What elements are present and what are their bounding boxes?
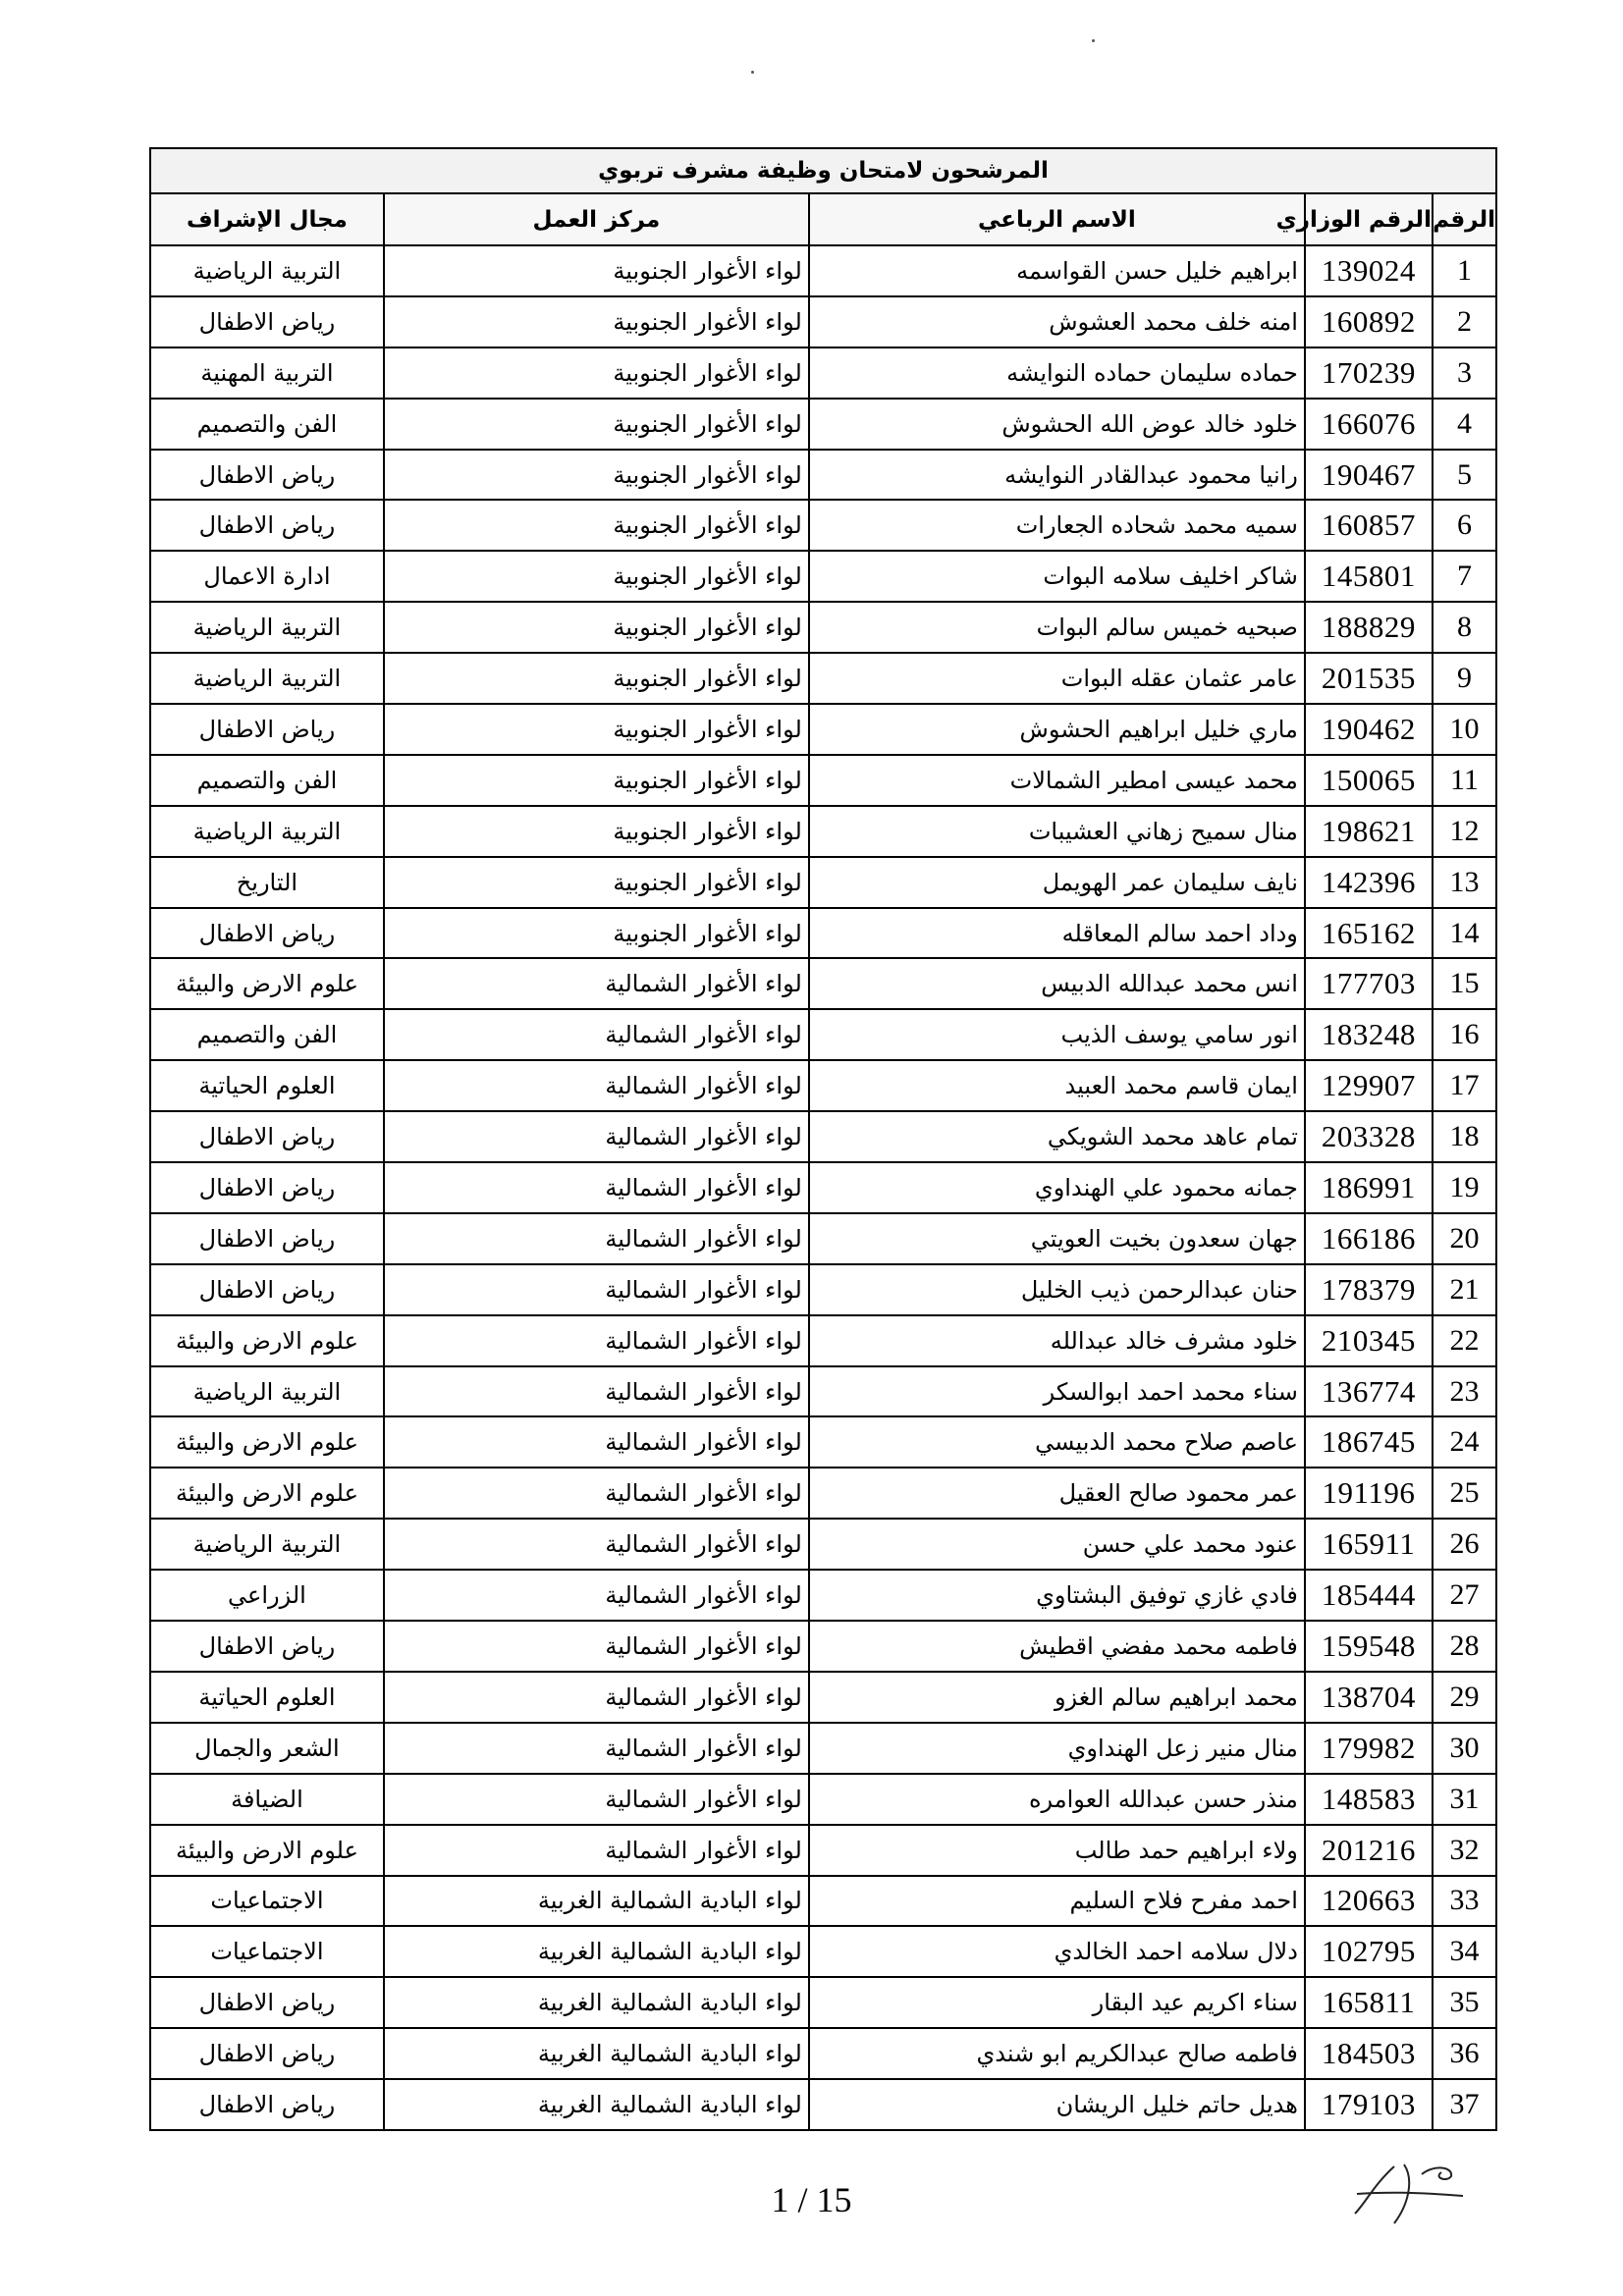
row-number: 29 (1433, 1672, 1496, 1723)
work-center: لواء البادية الشمالية الغربية (384, 2079, 809, 2130)
table-row (150, 245, 1496, 296)
work-center: لواء الأغوار الشمالية (384, 1111, 809, 1162)
supervision-field: رياض الاطفال (150, 1264, 384, 1315)
work-center: لواء الأغوار الجنوبية (384, 653, 809, 704)
table-row (150, 1672, 1496, 1723)
full-name: محمد ابراهيم سالم الغزو (809, 1672, 1305, 1723)
supervision-field: رياض الاطفال (150, 2028, 384, 2079)
scan-speck (751, 71, 754, 74)
supervision-field: رياض الاطفال (150, 908, 384, 959)
supervision-field: الفن والتصميم (150, 399, 384, 450)
work-center: لواء الأغوار الجنوبية (384, 908, 809, 959)
ministry-id: 179982 (1305, 1723, 1433, 1774)
ministry-id: 136774 (1305, 1366, 1433, 1417)
table-row (150, 1162, 1496, 1213)
full-name: حنان عبدالرحمن ذيب الخليل (809, 1264, 1305, 1315)
ministry-id: 178379 (1305, 1264, 1433, 1315)
work-center: لواء الأغوار الشمالية (384, 1468, 809, 1519)
supervision-field: علوم الارض والبيئة (150, 1416, 384, 1468)
ministry-id: 188829 (1305, 602, 1433, 653)
full-name: عامر عثمان عقله البوات (809, 653, 1305, 704)
work-center: لواء الأغوار الشمالية (384, 1009, 809, 1060)
row-number: 4 (1433, 399, 1496, 450)
table-row (150, 1926, 1496, 1977)
supervision-field: التربية الرياضية (150, 245, 384, 296)
full-name: جمانه محمود علي الهنداوي (809, 1162, 1305, 1213)
table-row (150, 1570, 1496, 1621)
work-center: لواء الأغوار الشمالية (384, 1060, 809, 1111)
full-name: منال سميح زهاني العشيبات (809, 806, 1305, 857)
ministry-id: 183248 (1305, 1009, 1433, 1060)
row-number: 26 (1433, 1519, 1496, 1570)
ministry-id: 166186 (1305, 1213, 1433, 1264)
table-row (150, 1825, 1496, 1876)
ministry-id: 201535 (1305, 653, 1433, 704)
work-center: لواء الأغوار الشمالية (384, 1162, 809, 1213)
header-num: الرقم (1433, 193, 1496, 245)
full-name: تمام عاهد محمد الشويكي (809, 1111, 1305, 1162)
full-name: خلود مشرف خالد عبدالله (809, 1315, 1305, 1366)
table-row (150, 653, 1496, 704)
work-center: لواء الأغوار الشمالية (384, 1774, 809, 1825)
ministry-id: 102795 (1305, 1926, 1433, 1977)
table-title: المرشحون لامتحان وظيفة مشرف تربوي (150, 148, 1496, 193)
full-name: صبحيه خميس سالم البوات (809, 602, 1305, 653)
work-center: لواء الأغوار الجنوبية (384, 450, 809, 501)
work-center: لواء البادية الشمالية الغربية (384, 2028, 809, 2079)
page-number: 1 / 15 (771, 2180, 852, 2219)
ministry-id: 179103 (1305, 2079, 1433, 2130)
ministry-id: 165911 (1305, 1519, 1433, 1570)
full-name: محمد عيسى امطير الشمالات (809, 755, 1305, 806)
supervision-field: ادارة الاعمال (150, 551, 384, 602)
supervision-field: علوم الارض والبيئة (150, 1468, 384, 1519)
work-center: لواء الأغوار الجنوبية (384, 602, 809, 653)
row-number: 30 (1433, 1723, 1496, 1774)
row-number: 27 (1433, 1570, 1496, 1621)
supervision-field: رياض الاطفال (150, 1162, 384, 1213)
supervision-field: التربية الرياضية (150, 653, 384, 704)
row-number: 18 (1433, 1111, 1496, 1162)
full-name: وداد احمد سالم المعاقله (809, 908, 1305, 959)
row-number: 20 (1433, 1213, 1496, 1264)
ministry-id: 145801 (1305, 551, 1433, 602)
supervision-field: رياض الاطفال (150, 450, 384, 501)
supervision-field: التربية الرياضية (150, 602, 384, 653)
supervision-field: رياض الاطفال (150, 2079, 384, 2130)
row-number: 36 (1433, 2028, 1496, 2079)
ministry-id: 165811 (1305, 1977, 1433, 2028)
full-name: عنود محمد علي حسن (809, 1519, 1305, 1570)
row-number: 34 (1433, 1926, 1496, 1977)
row-number: 16 (1433, 1009, 1496, 1060)
work-center: لواء الأغوار الجنوبية (384, 399, 809, 450)
row-number: 13 (1433, 857, 1496, 908)
supervision-field: علوم الارض والبيئة (150, 1315, 384, 1366)
full-name: فاطمه صالح عبدالكريم ابو شندي (809, 2028, 1305, 2079)
work-center: لواء الأغوار الجنوبية (384, 551, 809, 602)
ministry-id: 198621 (1305, 806, 1433, 857)
table-row (150, 1111, 1496, 1162)
supervision-field: العلوم الحياتية (150, 1672, 384, 1723)
supervision-field: الشعر والجمال (150, 1723, 384, 1774)
supervision-field: الضيافة (150, 1774, 384, 1825)
row-number: 22 (1433, 1315, 1496, 1366)
full-name: منذر حسن عبدالله العوامره (809, 1774, 1305, 1825)
row-number: 17 (1433, 1060, 1496, 1111)
row-number: 19 (1433, 1162, 1496, 1213)
row-number: 10 (1433, 704, 1496, 755)
ministry-id: 120663 (1305, 1876, 1433, 1927)
signature-mark (1335, 2155, 1483, 2233)
supervision-field: رياض الاطفال (150, 296, 384, 347)
full-name: خلود خالد عوض الله الحشوش (809, 399, 1305, 450)
full-name: سميه محمد شحاده الجعارات (809, 500, 1305, 551)
ministry-id: 159548 (1305, 1621, 1433, 1672)
supervision-field: علوم الارض والبيئة (150, 958, 384, 1009)
full-name: فاطمه محمد مفضي اقطيش (809, 1621, 1305, 1672)
work-center: لواء الأغوار الجنوبية (384, 704, 809, 755)
row-number: 2 (1433, 296, 1496, 347)
work-center: لواء الأغوار الشمالية (384, 1264, 809, 1315)
ministry-id: 166076 (1305, 399, 1433, 450)
full-name: امنه خلف محمد العشوش (809, 296, 1305, 347)
table-row (150, 2028, 1496, 2079)
table-row (150, 1416, 1496, 1468)
header-center: مركز العمل (384, 193, 809, 245)
header-field: مجال الإشراف (150, 193, 384, 245)
full-name: هديل حاتم خليل الريشان (809, 2079, 1305, 2130)
ministry-id: 150065 (1305, 755, 1433, 806)
work-center: لواء الأغوار الشمالية (384, 1416, 809, 1468)
row-number: 14 (1433, 908, 1496, 959)
supervision-field: الفن والتصميم (150, 755, 384, 806)
supervision-field: الفن والتصميم (150, 1009, 384, 1060)
scan-speck (1092, 39, 1095, 42)
table-row (150, 2079, 1496, 2130)
supervision-field: التربية الرياضية (150, 1519, 384, 1570)
ministry-id: 142396 (1305, 857, 1433, 908)
ministry-id: 160857 (1305, 500, 1433, 551)
ministry-id: 165162 (1305, 908, 1433, 959)
supervision-field: الاجتماعيات (150, 1926, 384, 1977)
header-id: الرقم الوزاري (1305, 193, 1433, 245)
row-number: 31 (1433, 1774, 1496, 1825)
full-name: دلال سلامه احمد الخالدي (809, 1926, 1305, 1977)
work-center: لواء الأغوار الشمالية (384, 1315, 809, 1366)
row-number: 9 (1433, 653, 1496, 704)
ministry-id: 148583 (1305, 1774, 1433, 1825)
work-center: لواء البادية الشمالية الغربية (384, 1926, 809, 1977)
ministry-id: 177703 (1305, 958, 1433, 1009)
table-row (150, 755, 1496, 806)
row-number: 5 (1433, 450, 1496, 501)
full-name: سناء محمد احمد ابوالسكر (809, 1366, 1305, 1417)
row-number: 28 (1433, 1621, 1496, 1672)
table-row (150, 1060, 1496, 1111)
work-center: لواء الأغوار الجنوبية (384, 347, 809, 399)
work-center: لواء الأغوار الجنوبية (384, 857, 809, 908)
table-row (150, 1366, 1496, 1417)
work-center: لواء الأغوار الشمالية (384, 1621, 809, 1672)
work-center: لواء الأغوار الجنوبية (384, 755, 809, 806)
work-center: لواء الأغوار الشمالية (384, 1672, 809, 1723)
table-row (150, 1315, 1496, 1366)
row-number: 11 (1433, 755, 1496, 806)
work-center: لواء الأغوار الجنوبية (384, 296, 809, 347)
table-row (150, 602, 1496, 653)
row-number: 8 (1433, 602, 1496, 653)
table-row (150, 704, 1496, 755)
supervision-field: علوم الارض والبيئة (150, 1825, 384, 1876)
table-row (150, 450, 1496, 501)
full-name: عمر محمود صالح العقيل (809, 1468, 1305, 1519)
table-row (150, 1213, 1496, 1264)
ministry-id: 186991 (1305, 1162, 1433, 1213)
full-name: جهان سعدون بخيت العويتي (809, 1213, 1305, 1264)
table-row (150, 1723, 1496, 1774)
table-row (150, 1519, 1496, 1570)
full-name: حماده سليمان حماده النوايشه (809, 347, 1305, 399)
table-row (150, 958, 1496, 1009)
supervision-field: التربية المهنية (150, 347, 384, 399)
work-center: لواء الأغوار الشمالية (384, 958, 809, 1009)
table-row (150, 857, 1496, 908)
row-number: 12 (1433, 806, 1496, 857)
work-center: لواء الأغوار الشمالية (384, 1213, 809, 1264)
ministry-id: 170239 (1305, 347, 1433, 399)
row-number: 21 (1433, 1264, 1496, 1315)
ministry-id: 185444 (1305, 1570, 1433, 1621)
ministry-id: 191196 (1305, 1468, 1433, 1519)
row-number: 33 (1433, 1876, 1496, 1927)
header-name: الاسم الرباعي (809, 193, 1305, 245)
full-name: عاصم صلاح محمد الدبيسي (809, 1416, 1305, 1468)
supervision-field: رياض الاطفال (150, 1111, 384, 1162)
supervision-field: رياض الاطفال (150, 1621, 384, 1672)
table-row (150, 551, 1496, 602)
table-row (150, 500, 1496, 551)
supervision-field: رياض الاطفال (150, 1213, 384, 1264)
ministry-id: 201216 (1305, 1825, 1433, 1876)
full-name: نايف سليمان عمر الهويمل (809, 857, 1305, 908)
work-center: لواء الأغوار الشمالية (384, 1723, 809, 1774)
supervision-field: التاريخ (150, 857, 384, 908)
row-number: 35 (1433, 1977, 1496, 2028)
table-row (150, 347, 1496, 399)
full-name: منال منير زعل الهنداوي (809, 1723, 1305, 1774)
full-name: فادي غازي توفيق البشتاوي (809, 1570, 1305, 1621)
ministry-id: 210345 (1305, 1315, 1433, 1366)
table-row (150, 1621, 1496, 1672)
supervision-field: رياض الاطفال (150, 1977, 384, 2028)
table-row (150, 1264, 1496, 1315)
table-row (150, 1009, 1496, 1060)
candidates-table (149, 147, 1497, 2131)
work-center: لواء الأغوار الجنوبية (384, 500, 809, 551)
ministry-id: 129907 (1305, 1060, 1433, 1111)
supervision-field: التربية الرياضية (150, 1366, 384, 1417)
row-number: 1 (1433, 245, 1496, 296)
ministry-id: 190462 (1305, 704, 1433, 755)
ministry-id: 160892 (1305, 296, 1433, 347)
row-number: 23 (1433, 1366, 1496, 1417)
full-name: ابراهيم خليل حسن القواسمه (809, 245, 1305, 296)
full-name: انور سامي يوسف الذيب (809, 1009, 1305, 1060)
work-center: لواء الأغوار الشمالية (384, 1519, 809, 1570)
table-row (150, 908, 1496, 959)
table-row (150, 399, 1496, 450)
supervision-field: رياض الاطفال (150, 500, 384, 551)
table-row (150, 1977, 1496, 2028)
row-number: 24 (1433, 1416, 1496, 1468)
full-name: رانيا محمود عبدالقادر النوايشه (809, 450, 1305, 501)
work-center: لواء الأغوار الشمالية (384, 1366, 809, 1417)
work-center: لواء الأغوار الشمالية (384, 1825, 809, 1876)
row-number: 3 (1433, 347, 1496, 399)
supervision-field: التربية الرياضية (150, 806, 384, 857)
row-number: 7 (1433, 551, 1496, 602)
table-row (150, 1774, 1496, 1825)
work-center: لواء الأغوار الجنوبية (384, 806, 809, 857)
row-number: 15 (1433, 958, 1496, 1009)
supervision-field: رياض الاطفال (150, 704, 384, 755)
ministry-id: 190467 (1305, 450, 1433, 501)
supervision-field: العلوم الحياتية (150, 1060, 384, 1111)
work-center: لواء الأغوار الجنوبية (384, 245, 809, 296)
supervision-field: الاجتماعيات (150, 1876, 384, 1927)
work-center: لواء البادية الشمالية الغربية (384, 1977, 809, 2028)
ministry-id: 203328 (1305, 1111, 1433, 1162)
row-number: 6 (1433, 500, 1496, 551)
full-name: سناء اكريم عيد البقار (809, 1977, 1305, 2028)
full-name: ولاء ابراهيم حمد طالب (809, 1825, 1305, 1876)
full-name: احمد مفرح فلاح السليم (809, 1876, 1305, 1927)
ministry-id: 138704 (1305, 1672, 1433, 1723)
full-name: شاكر اخليف سلامه البوات (809, 551, 1305, 602)
row-number: 32 (1433, 1825, 1496, 1876)
work-center: لواء البادية الشمالية الغربية (384, 1876, 809, 1927)
ministry-id: 139024 (1305, 245, 1433, 296)
ministry-id: 186745 (1305, 1416, 1433, 1468)
row-number: 37 (1433, 2079, 1496, 2130)
full-name: ايمان قاسم محمد العبيد (809, 1060, 1305, 1111)
supervision-field: الزراعي (150, 1570, 384, 1621)
full-name: انس محمد عبدالله الدبيس (809, 958, 1305, 1009)
row-number: 25 (1433, 1468, 1496, 1519)
table-row (150, 1876, 1496, 1927)
work-center: لواء الأغوار الشمالية (384, 1570, 809, 1621)
table-row (150, 806, 1496, 857)
full-name: ماري خليل ابراهيم الحشوش (809, 704, 1305, 755)
ministry-id: 184503 (1305, 2028, 1433, 2079)
table-row (150, 1468, 1496, 1519)
table-row (150, 296, 1496, 347)
